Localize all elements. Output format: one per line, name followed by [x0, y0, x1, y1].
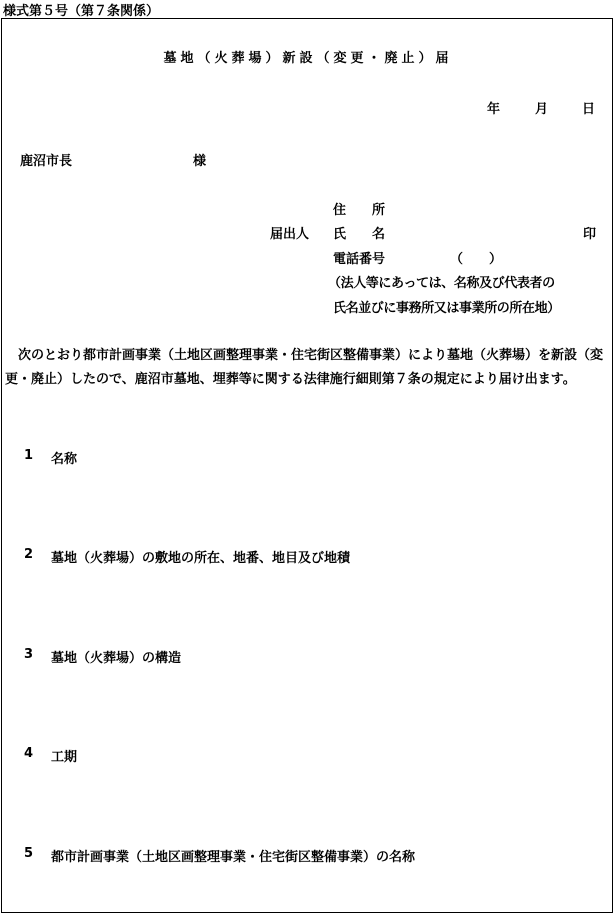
date-month: 月 — [535, 102, 549, 117]
applicant-note-line-1: （法人等にあっては、名称及び代表者の — [328, 276, 555, 291]
phone-label: 電話番号 — [333, 252, 386, 267]
address-label: 住 所 — [333, 203, 386, 218]
item-5-number: 5 — [24, 846, 34, 861]
applicant-note-line-2: 氏名並びに事務所又は事業所の所在地） — [333, 301, 560, 316]
addressee-honorific: 様 — [193, 154, 207, 169]
form-number: 様式第５号（第７条関係） — [3, 4, 160, 19]
date-year: 年 — [487, 102, 501, 117]
item-3-label: 墓地（火葬場）の構造 — [51, 651, 182, 666]
declaration-paragraph: 次のとおり都市計画事業（土地区画整理事業・住宅街区整備事業）により墓地（火葬場）を新設（変更・廃止）したので、鹿沼市墓地、埋葬等に関する法律施行細則第７条の規定により届け出ます。 — [5, 348, 604, 387]
seal-mark: 印 — [583, 227, 597, 242]
form-title: 墓地（火葬場）新設（変更・廃止）届 — [163, 51, 453, 66]
item-1-number: 1 — [24, 448, 34, 463]
item-3-number: 3 — [24, 647, 34, 662]
item-2-label: 墓地（火葬場）の敷地の所在、地番、地目及び地積 — [51, 551, 351, 566]
addressee-name: 鹿沼市長 — [20, 154, 73, 169]
name-label: 氏 名 — [333, 227, 386, 242]
phone-parentheses: （ ） — [450, 252, 503, 267]
applicant-label: 届出人 — [270, 227, 310, 242]
item-2-number: 2 — [24, 547, 34, 562]
item-5-label: 都市計画事業（土地区画整理事業・住宅街区整備事業）の名称 — [51, 850, 416, 865]
form-frame — [1, 18, 613, 913]
date-day: 日 — [582, 102, 596, 117]
item-1-label: 名称 — [51, 452, 78, 467]
item-4-number: 4 — [24, 746, 34, 761]
item-4-label: 工期 — [51, 750, 78, 765]
